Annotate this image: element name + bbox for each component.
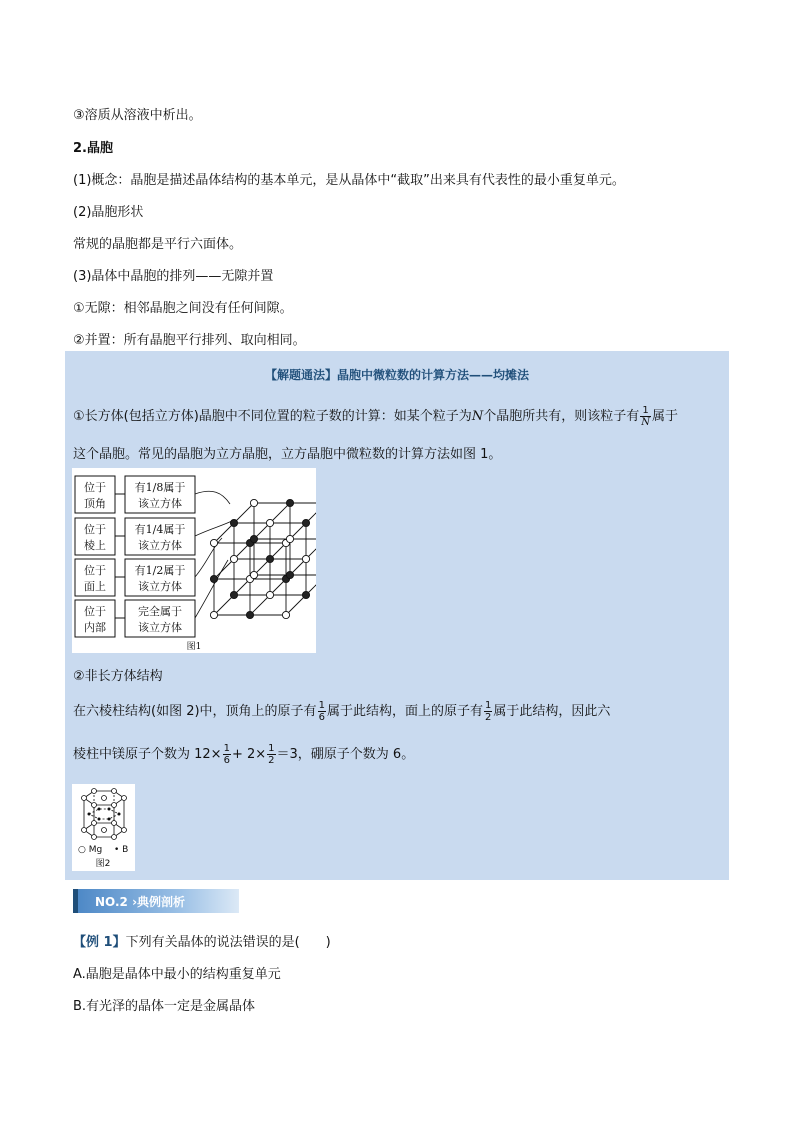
text-line: 常规的晶胞都是平行六面体。 bbox=[73, 237, 243, 252]
figure-caption: 图1 bbox=[186, 642, 202, 652]
var-n: N bbox=[471, 409, 484, 424]
share-label: 该立方体 bbox=[138, 539, 182, 552]
lattice-atom bbox=[210, 539, 217, 546]
cubic-cell-diagram bbox=[72, 468, 316, 653]
fraction bbox=[484, 700, 492, 723]
figure-2 bbox=[72, 784, 135, 871]
panel-text-line: ②非长方体结构 bbox=[73, 669, 163, 684]
text-span: 个晶胞所共有，则该粒子有 bbox=[483, 409, 640, 424]
fraction bbox=[267, 743, 275, 766]
pos-label: 棱上 bbox=[84, 539, 106, 552]
option-b: B.有光泽的晶体一定是金属晶体 bbox=[73, 999, 256, 1014]
lattice-atom bbox=[250, 571, 257, 578]
lattice-atom bbox=[286, 571, 293, 578]
pos-label: 位于 bbox=[84, 564, 106, 577]
lattice-atom bbox=[246, 611, 253, 618]
lattice-atom bbox=[230, 555, 237, 562]
example-tag: 【例 1】 bbox=[73, 935, 126, 950]
share-label: 完全属于 bbox=[138, 605, 182, 618]
text-span: ①长方体(包括立方体)晶胞中不同位置的粒子数的计算：如某个粒子为 bbox=[73, 409, 472, 424]
lattice-atom bbox=[250, 499, 257, 506]
legend-b: • B bbox=[114, 845, 129, 855]
text-line: (2)晶胞形状 bbox=[73, 205, 144, 220]
lattice-atom bbox=[286, 499, 293, 506]
text-span: 属于此结构，因此六 bbox=[493, 704, 611, 719]
share-label: 该立方体 bbox=[138, 621, 182, 634]
text-line: (1)概念：晶胞是描述晶体结构的基本单元，是从晶体中“截取”出来具有代表性的最小重复单元。 bbox=[73, 173, 625, 188]
lattice-edge bbox=[270, 503, 290, 523]
text-span: 棱柱中镁原子个数为 12× bbox=[73, 747, 222, 762]
fraction bbox=[640, 405, 651, 428]
text-line: ③溶质从溶液中析出。 bbox=[73, 108, 202, 123]
lattice-atom bbox=[210, 575, 217, 582]
lattice-atom bbox=[282, 611, 289, 618]
question-text: 下列有关晶体的说法错误的是( ) bbox=[125, 935, 331, 950]
lattice-edge bbox=[234, 503, 254, 523]
lattice-atom bbox=[302, 555, 309, 562]
text-span: 在六棱柱结构(如图 2)中，顶角上的原子有 bbox=[73, 704, 317, 719]
method-panel bbox=[65, 351, 729, 880]
pos-label: 面上 bbox=[84, 580, 106, 593]
lattice-atom bbox=[286, 535, 293, 542]
share-label: 该立方体 bbox=[138, 497, 182, 510]
share-label: 有1/8属于 bbox=[134, 481, 186, 494]
denominator: 2 bbox=[484, 712, 492, 723]
section-bar-accent bbox=[73, 889, 78, 913]
text-span: + 2× bbox=[231, 747, 267, 762]
lattice-edge bbox=[214, 559, 234, 579]
pos-label: 位于 bbox=[84, 481, 106, 494]
lattice-atom bbox=[266, 519, 273, 526]
legend-mg: ○ Mg bbox=[78, 845, 103, 855]
denominator: 6 bbox=[318, 712, 325, 723]
lattice-edge bbox=[214, 595, 234, 615]
section-heading: 2.晶胞 bbox=[73, 141, 113, 156]
lattice-edge bbox=[214, 523, 234, 543]
numerator: 1 bbox=[268, 743, 275, 754]
pos-label: 位于 bbox=[84, 523, 106, 536]
numerator: 1 bbox=[223, 743, 230, 754]
lattice-edge bbox=[286, 595, 306, 615]
lattice-edge bbox=[250, 595, 270, 615]
option-a: A.晶胞是晶体中最小的结构重复单元 bbox=[73, 967, 281, 982]
lattice-atom bbox=[302, 591, 309, 598]
share-label: 有1/2属于 bbox=[134, 564, 186, 577]
lattice-atom bbox=[210, 611, 217, 618]
lattice-atom bbox=[266, 555, 273, 562]
share-label: 有1/4属于 bbox=[134, 523, 186, 536]
denominator: N bbox=[641, 417, 650, 428]
panel-title: 【解题通法】晶胞中微粒数的计算方法——均摊法 bbox=[264, 368, 529, 382]
section-bar bbox=[73, 889, 239, 913]
figure-caption: 图2 bbox=[95, 859, 111, 869]
text-line: (3)晶体中晶胞的排列——无隙并置 bbox=[73, 269, 274, 284]
pos-label: 内部 bbox=[84, 621, 106, 634]
figure-1 bbox=[72, 468, 316, 653]
example-question bbox=[73, 931, 331, 950]
denominator: 6 bbox=[223, 755, 230, 766]
lattice-atom bbox=[266, 591, 273, 598]
section-label: NO.2 ›典例剖析 bbox=[95, 895, 186, 909]
text-span: 属于此结构，面上的原子有 bbox=[326, 704, 483, 719]
text-line: ①无隙：相邻晶胞之间没有任何间隙。 bbox=[73, 301, 293, 316]
text-line: ②并置：所有晶胞平行排列、取向相同。 bbox=[73, 333, 306, 348]
cube-lattice bbox=[210, 499, 316, 618]
text-span: ＝3，硼原子个数为 6。 bbox=[276, 747, 415, 762]
fraction bbox=[223, 743, 231, 766]
pos-label: 位于 bbox=[84, 605, 106, 618]
panel-text-line bbox=[73, 700, 610, 723]
hexagonal-prism-diagram bbox=[72, 784, 135, 871]
lattice-atom bbox=[250, 535, 257, 542]
fraction bbox=[318, 700, 326, 723]
panel-text-line bbox=[73, 405, 678, 428]
denominator: 2 bbox=[268, 755, 275, 766]
text-span: 属于 bbox=[651, 409, 678, 424]
lattice-atom bbox=[302, 519, 309, 526]
numerator: 1 bbox=[484, 700, 492, 711]
share-label: 该立方体 bbox=[138, 580, 182, 593]
panel-text-line bbox=[73, 743, 414, 766]
lattice-atom bbox=[230, 591, 237, 598]
pos-label: 顶角 bbox=[84, 497, 106, 510]
numerator: 1 bbox=[318, 700, 325, 711]
panel-text-line: 这个晶胞。常见的晶胞为立方晶胞，立方晶胞中微粒数的计算方法如图 1。 bbox=[73, 447, 502, 462]
lattice-atom bbox=[230, 519, 237, 526]
numerator: 1 bbox=[640, 405, 651, 417]
